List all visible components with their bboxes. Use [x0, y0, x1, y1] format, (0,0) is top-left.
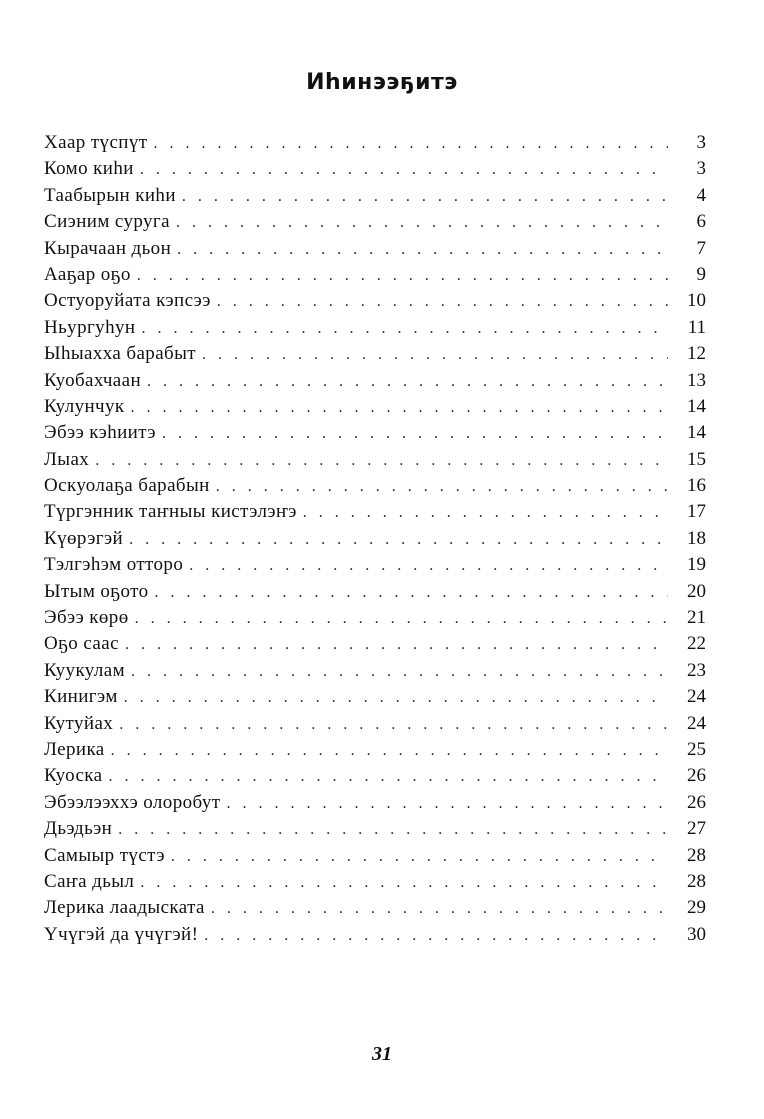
- dot-leader: [211, 896, 668, 922]
- table-of-contents: [44, 130, 706, 948]
- dot-leader: [217, 289, 668, 315]
- toc-entry-title: Комо киһи: [44, 158, 134, 180]
- toc-entry: [44, 183, 706, 209]
- toc-entry: [44, 737, 706, 763]
- toc-entry-page: 27: [687, 818, 706, 840]
- toc-entry-page: 26: [687, 765, 706, 787]
- toc-entry-page: 30: [687, 923, 706, 945]
- toc-entry: [44, 526, 706, 552]
- toc-entry: [44, 262, 706, 288]
- toc-entry-page: 22: [687, 633, 706, 655]
- toc-entry-title: Ыһыахха барабыт: [44, 343, 196, 365]
- toc-entry: [44, 130, 706, 156]
- toc-entry: [44, 236, 706, 262]
- toc-entry: [44, 816, 706, 842]
- toc-entry-title: Самыыр түстэ: [44, 844, 165, 866]
- toc-entry: [44, 394, 706, 420]
- toc-entry-page: 14: [687, 422, 706, 444]
- toc-entry-title: Күөрэгэй: [44, 527, 124, 549]
- dot-leader: [125, 632, 668, 658]
- toc-entry-title: Ньургуһун: [44, 316, 136, 338]
- dot-leader: [124, 685, 668, 711]
- toc-entry-title: Үчүгэй да үчүгэй!: [44, 923, 199, 945]
- dot-leader: [108, 764, 668, 790]
- dot-leader: [95, 448, 668, 474]
- toc-entry-page: 28: [687, 844, 706, 866]
- dot-leader: [141, 316, 668, 342]
- dot-leader: [119, 712, 668, 738]
- dot-leader: [131, 659, 668, 685]
- toc-entry-page: 13: [687, 369, 706, 391]
- toc-entry-title: Лерика: [44, 738, 105, 760]
- toc-entry-title: Эбээлээххэ олоробут: [44, 791, 221, 813]
- toc-entry-title: Тэлгэһэм отторо: [44, 554, 184, 576]
- toc-entry-page: 3: [696, 158, 706, 180]
- dot-leader: [155, 580, 668, 606]
- toc-entry-page: 20: [687, 580, 706, 602]
- toc-entry-page: 16: [687, 475, 706, 497]
- toc-entry: [44, 447, 706, 473]
- toc-entry-page: 7: [696, 237, 706, 259]
- dot-leader: [140, 157, 668, 183]
- toc-entry-page: 14: [687, 395, 706, 417]
- toc-entry-title: Кинигэм: [44, 686, 118, 708]
- toc-entry-title: Оҕо саас: [44, 633, 119, 655]
- toc-entry-page: 24: [687, 712, 706, 734]
- toc-entry-page: 6: [696, 211, 706, 233]
- toc-entry-page: 17: [687, 501, 706, 523]
- toc-entry-page: 9: [696, 263, 706, 285]
- toc-entry: [44, 658, 706, 684]
- toc-entry-page: 4: [696, 184, 706, 206]
- toc-entry-page: 24: [687, 686, 706, 708]
- toc-entry-title: Куоска: [44, 765, 103, 787]
- toc-entry: [44, 869, 706, 895]
- toc-entry: [44, 922, 706, 948]
- toc-entry-title: Эбээ кэһиитэ: [44, 422, 156, 444]
- toc-entry-title: Дьэдьэн: [44, 818, 113, 840]
- dot-leader: [171, 844, 668, 870]
- toc-entry-title: Кулунчук: [44, 395, 125, 417]
- toc-entry-title: Эбээ көрө: [44, 607, 129, 629]
- toc-entry: [44, 341, 706, 367]
- dot-leader: [204, 923, 668, 949]
- toc-entry-page: 18: [687, 527, 706, 549]
- toc-entry-title: Ааҕар оҕо: [44, 263, 131, 285]
- dot-leader: [202, 342, 668, 368]
- toc-entry: [44, 156, 706, 182]
- dot-leader: [216, 474, 668, 500]
- dot-leader: [129, 527, 668, 553]
- dot-leader: [137, 263, 668, 289]
- toc-entry-title: Саҥа дьыл: [44, 870, 135, 892]
- toc-entry: [44, 790, 706, 816]
- toc-entry-page: 25: [687, 738, 706, 760]
- toc-entry-page: 11: [687, 316, 706, 338]
- toc-entry-title: Оскуолаҕа барабын: [44, 475, 210, 497]
- toc-entry-title: Ытым оҕото: [44, 580, 149, 602]
- toc-entry: [44, 763, 706, 789]
- toc-entry-page: 19: [687, 554, 706, 576]
- toc-entry-page: 3: [696, 132, 706, 153]
- contents-heading: Иһинээҕитэ: [306, 70, 458, 95]
- dot-leader: [140, 870, 668, 896]
- toc-entry: [44, 605, 706, 631]
- toc-entry: [44, 579, 706, 605]
- toc-entry: [44, 420, 706, 446]
- page-number: 31: [372, 1043, 392, 1065]
- toc-entry: [44, 473, 706, 499]
- toc-entry-title: Хаар түспүт: [44, 132, 148, 153]
- toc-entry-title: Кырачаан дьон: [44, 237, 172, 259]
- toc-entry-title: Куукулам: [44, 659, 126, 681]
- dot-leader: [176, 210, 668, 236]
- toc-entry: [44, 631, 706, 657]
- toc-entry: [44, 315, 706, 341]
- dot-leader: [135, 606, 668, 632]
- toc-entry-title: Лыах: [44, 448, 90, 470]
- toc-entry-title: Түргэнник таҥныы кистэлэҥэ: [44, 501, 297, 523]
- toc-entry: [44, 895, 706, 921]
- dot-leader: [162, 421, 668, 447]
- toc-entry: [44, 209, 706, 235]
- toc-entry-page: 28: [687, 870, 706, 892]
- toc-entry-title: Таабырын киһи: [44, 184, 176, 206]
- dot-leader: [153, 131, 668, 157]
- toc-entry-page: 29: [687, 897, 706, 919]
- dot-leader: [147, 369, 668, 395]
- toc-entry: [44, 684, 706, 710]
- toc-entry-title: Куобахчаан: [44, 369, 142, 391]
- dot-leader: [226, 791, 668, 817]
- dot-leader: [118, 817, 668, 843]
- toc-entry: [44, 288, 706, 314]
- toc-entry: [44, 368, 706, 394]
- toc-entry-page: 26: [687, 791, 706, 813]
- dot-leader: [111, 738, 668, 764]
- toc-entry-page: 21: [687, 607, 706, 629]
- toc-entry-page: 12: [687, 343, 706, 365]
- dot-leader: [177, 237, 668, 263]
- toc-entry-title: Лерика лаадыската: [44, 897, 205, 919]
- dot-leader: [303, 500, 668, 526]
- toc-entry-title: Сиэним суруга: [44, 211, 170, 233]
- toc-entry: [44, 499, 706, 525]
- toc-entry-page: 15: [687, 448, 706, 470]
- toc-entry-title: Кутуйах: [44, 712, 114, 734]
- dot-leader: [189, 553, 668, 579]
- toc-entry-page: 10: [687, 290, 706, 312]
- toc-entry-title: Остуоруйата кэпсээ: [44, 290, 211, 312]
- dot-leader: [182, 184, 668, 210]
- toc-entry: [44, 711, 706, 737]
- toc-entry-page: 23: [687, 659, 706, 681]
- toc-entry: [44, 552, 706, 578]
- toc-entry: [44, 843, 706, 869]
- dot-leader: [131, 395, 668, 421]
